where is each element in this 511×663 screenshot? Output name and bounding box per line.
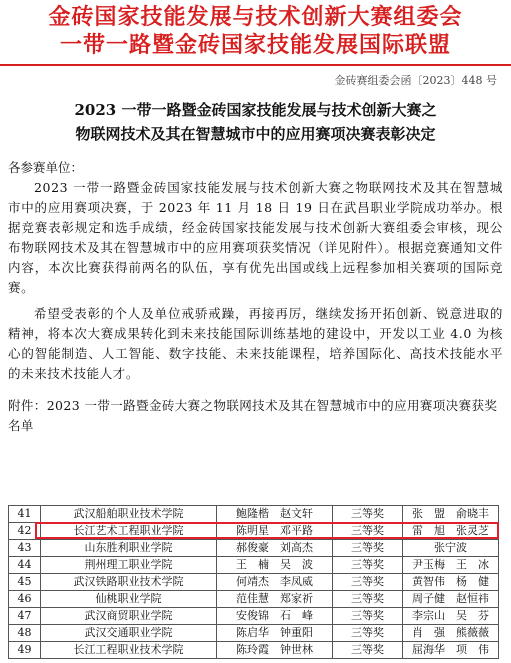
salutation: 各参赛单位： xyxy=(8,160,84,175)
header-divider xyxy=(0,64,511,66)
cell-school: 仙桃职业学院 xyxy=(41,591,217,608)
cell-students: 范佳慧 郑家祈 xyxy=(217,591,333,608)
cell-award: 三等奖 xyxy=(333,608,403,625)
cell-teachers: 周子健 赵恒祎 xyxy=(403,591,499,608)
cell-no: 48 xyxy=(9,625,41,642)
cell-teachers: 李宗山 吴 芬 xyxy=(403,608,499,625)
cell-students: 鲍隆楷 赵文轩 xyxy=(217,506,333,523)
table-row xyxy=(9,506,499,523)
attachment-caption: 附件：2023 一带一路暨金砖大赛之物联网技术及其在智慧城市中的应用赛项决赛获奖名单 xyxy=(8,398,498,433)
award-table xyxy=(8,505,499,659)
document-number: 金砖赛组委会函〔2023〕448 号 xyxy=(334,74,497,87)
issuer-line-1: 金砖国家技能发展与技术创新大赛组委会 xyxy=(48,5,463,30)
award-table-body xyxy=(9,506,499,659)
cell-teachers: 黄智伟 杨 健 xyxy=(403,574,499,591)
table-row xyxy=(9,591,499,608)
cell-school: 武汉交通职业学院 xyxy=(41,625,217,642)
award-table-container xyxy=(8,505,498,659)
cell-teachers: 张 盟 俞晓丰 xyxy=(403,506,499,523)
cell-no: 41 xyxy=(9,506,41,523)
cell-students: 安俊锦 石 峰 xyxy=(217,608,333,625)
cell-school: 武汉铁路职业技术学院 xyxy=(41,574,217,591)
cell-school: 长江艺术工程职业学院 xyxy=(41,523,217,540)
cell-no: 44 xyxy=(9,557,41,574)
table-row xyxy=(9,574,499,591)
table-row xyxy=(9,625,499,642)
cell-school: 长江工程职业技术学院 xyxy=(41,642,217,659)
cell-teachers: 尹玉梅 王 冰 xyxy=(403,557,499,574)
cell-award: 三等奖 xyxy=(333,574,403,591)
cell-students: 何靖杰 李凤威 xyxy=(217,574,333,591)
cell-no: 43 xyxy=(9,540,41,557)
cell-students: 王 楠 吴 波 xyxy=(217,557,333,574)
table-row xyxy=(9,557,499,574)
cell-award: 三等奖 xyxy=(333,523,403,540)
cell-school: 武汉船舶职业技术学院 xyxy=(41,506,217,523)
table-row xyxy=(9,608,499,625)
cell-award: 三等奖 xyxy=(333,625,403,642)
cell-school: 荆州理工职业学院 xyxy=(41,557,217,574)
cell-teachers: 屈海华 项 伟 xyxy=(403,642,499,659)
cell-no: 42 xyxy=(9,523,41,540)
cell-teachers: 雷 旭 张灵芝 xyxy=(403,523,499,540)
cell-students: 陈启华 钟重阳 xyxy=(217,625,333,642)
cell-school: 武汉商贸职业学院 xyxy=(41,608,217,625)
cell-school: 山东胜利职业学院 xyxy=(41,540,217,557)
cell-students: 陈玲霞 钟世林 xyxy=(217,642,333,659)
cell-award: 三等奖 xyxy=(333,506,403,523)
document-header xyxy=(0,0,511,60)
table-row xyxy=(9,523,499,540)
cell-students: 陈明星 邓平路 xyxy=(217,523,333,540)
document-title-line-2: 物联网技术及其在智慧城市中的应用赛项决赛表彰决定 xyxy=(75,125,436,143)
cell-teachers: 肖 强 熊薇薇 xyxy=(403,625,499,642)
body-paragraph-2: 希望受表彰的个人及单位戒骄戒躁，再接再厉，继续发扬开拓创新、锐意进取的精神，将本次大赛成果转化到未来技能国际训练基地的建设中，开发以工业 4.0 为核心的智能制造、人工智能、数字技能、未来技能课程，培养国际化、高技术技能水平的未来技术技能人才。 xyxy=(8,306,503,381)
cell-award: 三等奖 xyxy=(333,591,403,608)
body-paragraph-1: 2023 一带一路暨金砖国家技能发展与技术创新大赛之物联网技术及其在智慧城市中的应用赛项决赛，于 2023 年 11 月 18 日 19 日在武昌职业学院成功举办。根据竞赛表彰规定和选手成绩，经金砖国家技能发展与技术创新大赛组委会审核，现公布物联网技术及其在智慧城市中的应用赛项获奖情况（详见附件）。根据竞赛通知文件内容，本次比赛获得前两名的队伍，享有优先出国或线上远程参加相关赛项的国际竞赛。 xyxy=(8,180,503,295)
cell-students: 郝俊豪 刘高杰 xyxy=(217,540,333,557)
cell-no: 47 xyxy=(9,608,41,625)
table-row xyxy=(9,540,499,557)
cell-no: 46 xyxy=(9,591,41,608)
cell-no: 49 xyxy=(9,642,41,659)
cell-award: 三等奖 xyxy=(333,642,403,659)
cell-award: 三等奖 xyxy=(333,540,403,557)
issuer-line-2: 一带一路暨金砖国家技能发展国际联盟 xyxy=(59,33,451,58)
cell-teachers: 张宁波 xyxy=(403,540,499,557)
table-row xyxy=(9,642,499,659)
cell-no: 45 xyxy=(9,574,41,591)
document-title-line-1: 2023 一带一路暨金砖国家技能发展与技术创新大赛之 xyxy=(74,101,437,119)
cell-award: 三等奖 xyxy=(333,557,403,574)
